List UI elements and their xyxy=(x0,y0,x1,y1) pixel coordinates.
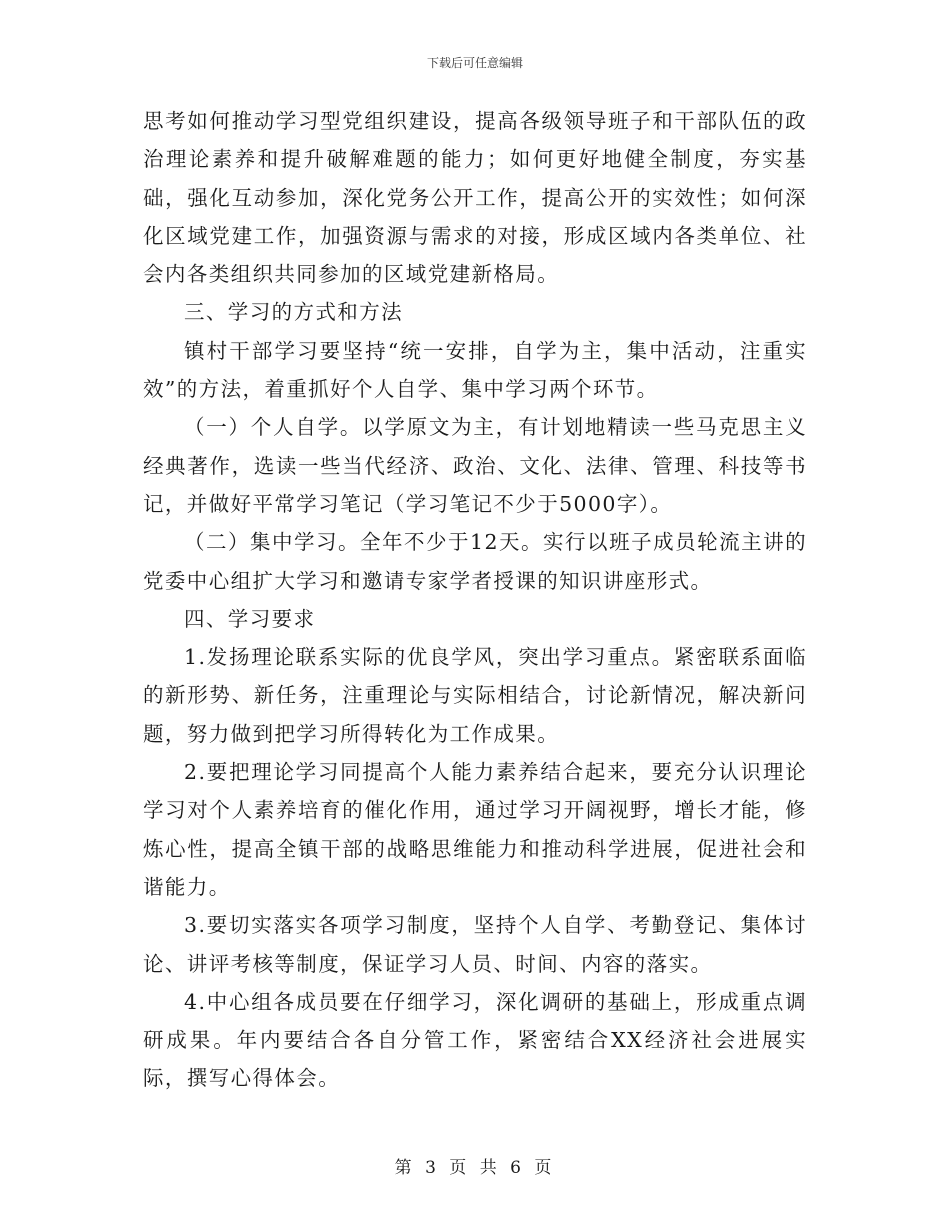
requirement-item-3: 3.要切实落实各项学习制度，坚持个人自学、考勤登记、集体讨论、讲评考核等制度，保证学习人员、时间、内容的落实。 xyxy=(143,913,807,976)
requirement-item-2: 2.要把理论学习同提高个人能力素养结合起来，要充分认识理论学习对个人素养培育的催化作用，通过学习开阔视野，增长才能，修炼心性，提高全镇干部的战略思维能力和推动科学进展，促进社会和谐能力。 xyxy=(143,760,807,899)
page-header: 下载后可任意编辑 xyxy=(426,56,523,70)
requirement-item-4: 4.中心组各成员要在仔细学习，深化调研的基础上，形成重点调研成果。年内要结合各自分管工作，紧密结合XX经济社会进展实际，撰写心得体会。 xyxy=(143,989,807,1091)
paragraph-method: 镇村干部学习要坚持“统一安排，自学为主，集中活动，注重实效”的方法，着重抓好个人自学、集中学习两个环节。 xyxy=(143,338,807,402)
paragraph-continuation: 思考如何推动学习型党组织建设，提高各级领导班子和干部队伍的政治理论素养和提升破解难题的能力；如何更好地健全制度，夯实基础，强化互动参加，深化党务公开工作，提高公开的实效性；如何深化区域党建工作，加强资源与需求的对接，形成区域内各类单位、社会内各类组织共同参加的区域党建新格局。 xyxy=(143,109,807,287)
document-body xyxy=(143,102,807,1098)
paragraph-self-study: （一）个人自学。以学原文为主，有计划地精读一些马克思主义经典著作，选读一些当代经济、政治、文化、法律、管理、科技等书记，并做好平常学习笔记（学习笔记不少于5000字）。 xyxy=(143,415,807,516)
page-number-footer: 第 3 页 共 6 页 xyxy=(394,1158,556,1178)
section-heading-3: 三、学习的方式和方法 xyxy=(184,300,403,325)
section-heading-4: 四、学习要求 xyxy=(184,606,316,631)
requirement-item-1: 1.发扬理论联系实际的优良学风，突出学习重点。紧密联系面临的新形势、新任务，注重理论与实际相结合，讨论新情况，解决新问题，努力做到把学习所得转化为工作成果。 xyxy=(143,645,807,746)
paragraph-group-study: （二）集中学习。全年不少于12天。实行以班子成员轮流主讲的党委中心组扩大学习和邀请专家学者授课的知识讲座形式。 xyxy=(143,530,807,593)
